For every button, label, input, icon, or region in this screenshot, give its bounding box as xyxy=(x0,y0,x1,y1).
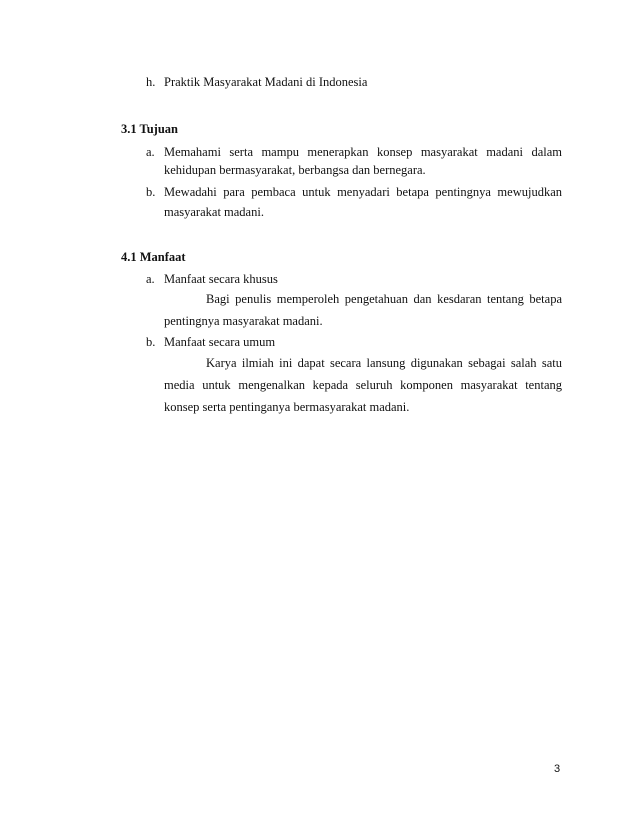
tujuan-item-a-line1: Memahami serta mampu menerapkan konsep masyarakat madani dalam xyxy=(164,145,562,159)
tujuan-item-a-marker: a. xyxy=(146,145,155,159)
manfaat-item-b-marker: b. xyxy=(146,335,156,349)
manfaat-item-b-title: Manfaat secara umum xyxy=(164,335,276,349)
tujuan-item-b-marker: b. xyxy=(146,185,156,199)
list-marker-h: h. xyxy=(146,75,156,89)
manfaat-item-a-para-line2: pentingnya masyarakat madani. xyxy=(164,314,323,328)
manfaat-item-b-para-line3: konsep serta pentinganya bermasyarakat madani. xyxy=(164,400,410,414)
manfaat-item-a-para-line1: Bagi penulis memperoleh pengetahuan dan kesdaran tentang betapa xyxy=(206,292,562,306)
tujuan-item-b-line1: Mewadahi para pembaca untuk menyadari betapa pentingnya mewujudkan xyxy=(164,185,562,199)
list-item-h-text: Praktik Masyarakat Madani di Indonesia xyxy=(164,75,368,89)
manfaat-item-a-marker: a. xyxy=(146,272,155,286)
section-heading-tujuan: 3.1 Tujuan xyxy=(121,122,178,136)
tujuan-item-a-line2: kehidupan bermasyarakat, berbangsa dan bernegara. xyxy=(164,163,426,177)
manfaat-item-a-title: Manfaat secara khusus xyxy=(164,272,278,286)
tujuan-item-b-line2: masyarakat madani. xyxy=(164,205,264,219)
manfaat-item-b-para-line1: Karya ilmiah ini dapat secara lansung digunakan sebagai salah satu xyxy=(206,356,562,370)
page-number: 3 xyxy=(554,763,561,775)
manfaat-item-b-para-line2: media untuk mengenalkan kepada seluruh komponen masyarakat tentang xyxy=(164,378,562,392)
section-heading-manfaat: 4.1 Manfaat xyxy=(121,250,186,264)
